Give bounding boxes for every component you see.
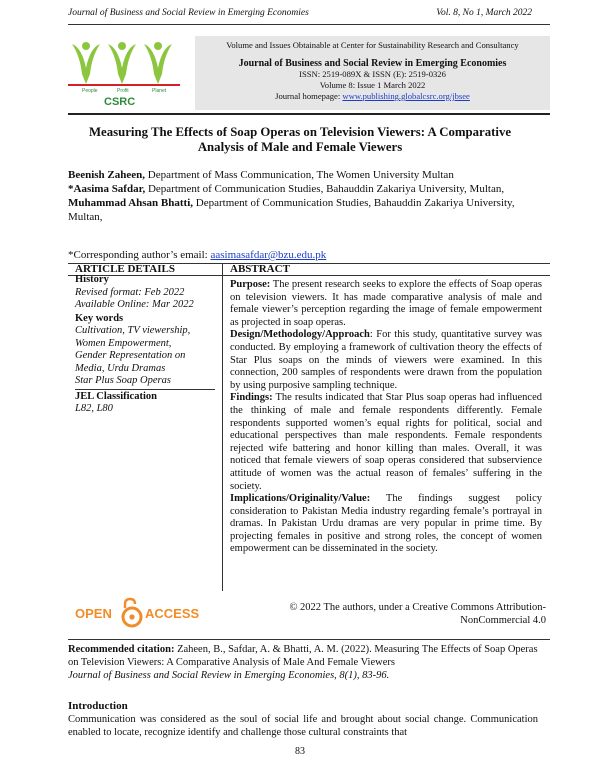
findings-text: The results indicated that Star Plus soap operas had influenced the thinking of male and female respondents differently. Female respondents supported women’s equal rights for political, social and educational perspectives than male respondents. Female respondents rejected wife battering and honor killing than males. Overall, it was noticed that female viewers of soap operas considered that subservience attitude of women was the actual reason of females’ suffering in the society. <box>230 392 542 492</box>
keywords-heading: Key words <box>75 312 124 324</box>
design-text: : For this study, quantitative survey was conducted. By employing a framework of cultivation theory the effects of Star Plus soaps on the minds of viewers were examined. In this connection, 200 samples of respondents were drawn from the population by using purposive sampling technique. <box>230 329 542 391</box>
journal-box-rule <box>68 113 550 115</box>
implications-heading: Implications/Originality/Value: <box>230 493 371 505</box>
abstract-heading: ABSTRACT <box>230 263 290 275</box>
citation-text: Zaheen, B., Safdar, A. & Bhatti, A. M. (2022). Measuring The Effects of Soap Operas on Television Viewers: A Comparative Analysis of Male And Female Viewers <box>68 644 538 668</box>
revised-format: Revised format: Feb 2022 <box>75 286 185 298</box>
history-heading: History <box>75 274 109 285</box>
keyword-line: Star Plus Soap Operas <box>75 375 171 386</box>
author-2 <box>68 182 533 196</box>
abstract-body <box>230 279 542 556</box>
purpose-heading: Purpose: <box>230 279 271 290</box>
license-line2: NonCommercial 4.0 <box>460 615 546 626</box>
author-3-affiliation: Department of Communication Studies, Bahauddin Zakariya University, Multan, <box>68 197 515 223</box>
jel-heading: JEL Classification <box>75 390 157 402</box>
email-link[interactable]: aasimasafdar@bzu.edu.pk <box>210 249 327 261</box>
journal-name: Journal of Business and Social Review in Emerging Economies <box>238 58 507 69</box>
details-divider <box>222 263 223 591</box>
implications-text: The findings suggest policy consideration to Pakistan Media industry regarding female’s portrayal in dramas. In Pakistan Urdu dramas are very popular in prime time. By projecting females in positive and strong roles, the concept of women empowerment can be disseminated in the society. <box>230 493 542 555</box>
license-notice <box>250 601 546 627</box>
article-details-heading: ARTICLE DETAILS <box>75 263 175 275</box>
logo-label-planet: Planet <box>152 88 167 94</box>
keyword-line: Gender Representation on <box>75 350 186 361</box>
author-1 <box>68 168 533 182</box>
journal-info-box <box>195 36 550 110</box>
authors-block <box>68 168 533 224</box>
author-3 <box>68 196 533 224</box>
running-head-journal: Journal of Business and Social Review in Emerging Economies <box>68 8 309 18</box>
corresponding-email <box>68 249 326 261</box>
logo-label-people: People <box>82 88 98 94</box>
author-1-name: Beenish Zaheen, <box>68 169 146 181</box>
homepage-link[interactable]: www.publishing.globalcsrc.org/jbsee <box>342 91 470 101</box>
open-access-lock-icon <box>75 597 210 629</box>
abstract-purpose <box>230 279 542 329</box>
keyword-line: Women Empowerment, <box>75 337 172 349</box>
license-line1: © 2022 The authors, under a Creative Commons Attribution- <box>289 602 546 613</box>
keywords-rule <box>75 389 215 390</box>
article-title <box>60 125 540 155</box>
journal-homepage <box>195 91 550 102</box>
journal-issn: ISSN: 2519-089X & ISSN (E): 2519-0326 <box>299 69 446 79</box>
author-2-name: *Aasima Safdar, <box>68 183 146 195</box>
design-heading: Design/Methodology/Approach <box>230 329 370 341</box>
citation-label: Recommended citation: <box>68 644 175 655</box>
available-online: Available Online: Mar 2022 <box>75 299 194 310</box>
keyword-line: Cultivation, TV viewership, <box>75 325 191 336</box>
citation-rule <box>68 639 550 640</box>
page-number: 83 <box>295 746 305 757</box>
keyword-line: Media, Urdu Dramas <box>75 362 166 374</box>
citation-pages: 83-96. <box>359 670 390 681</box>
introduction-text: Communication was considered as the soul of social life and brought about social change. Communication enabled to locate, recognize identify and challenge those cultural constraints that <box>68 714 538 738</box>
csrc-logo <box>68 38 180 110</box>
citation-journal: Journal of Business and Social Review in Emerging Economies, 8(1), <box>68 670 360 681</box>
open-access-right: ACCESS <box>145 606 200 621</box>
author-1-affiliation: Department of Mass Communication, The Women University Multan <box>145 169 454 181</box>
open-access-left: OPEN <box>75 606 112 621</box>
logo-label-profit: Profit <box>117 88 129 94</box>
title-line2: Analysis of Male and Female Viewers <box>197 140 403 154</box>
author-2-affiliation: Department of Communication Studies, Bahauddin Zakariya University, Multan, <box>145 183 505 195</box>
running-head-volume: Vol. 8, No 1, March 2022 <box>436 8 532 18</box>
open-access-logo <box>75 597 210 629</box>
header-rule <box>68 24 550 25</box>
csrc-logo-graphic <box>68 38 180 110</box>
jel-codes: L82, L80 <box>75 403 113 414</box>
findings-heading: Findings: <box>230 392 273 404</box>
recommended-citation <box>68 643 538 682</box>
author-3-name: Muhammad Ahsan Bhatti, <box>68 197 194 209</box>
email-label: *Corresponding author’s email: <box>68 249 211 261</box>
journal-volume: Volume 8: Issue 1 March 2022 <box>319 80 426 90</box>
title-line1: Measuring The Effects of Soap Operas on Television Viewers: A Comparative <box>88 125 512 139</box>
homepage-label: Journal homepage: <box>275 91 343 101</box>
introduction-heading: Introduction <box>68 700 128 712</box>
journal-box-line1: Volume and Issues Obtainable at Center for Sustainability Research and Consultancy <box>226 40 519 50</box>
purpose-text: The present research seeks to explore the effects of Soap operas on television viewers. It has made comparative analysis of male and female viewer’s perception regarding the image of female empowerment as projected in soap operas. <box>230 279 542 328</box>
logo-acronym: CSRC <box>104 96 136 108</box>
abstract-implications <box>230 493 542 556</box>
abstract-design <box>230 329 542 392</box>
abstract-findings <box>230 392 542 493</box>
article-details <box>75 274 215 416</box>
